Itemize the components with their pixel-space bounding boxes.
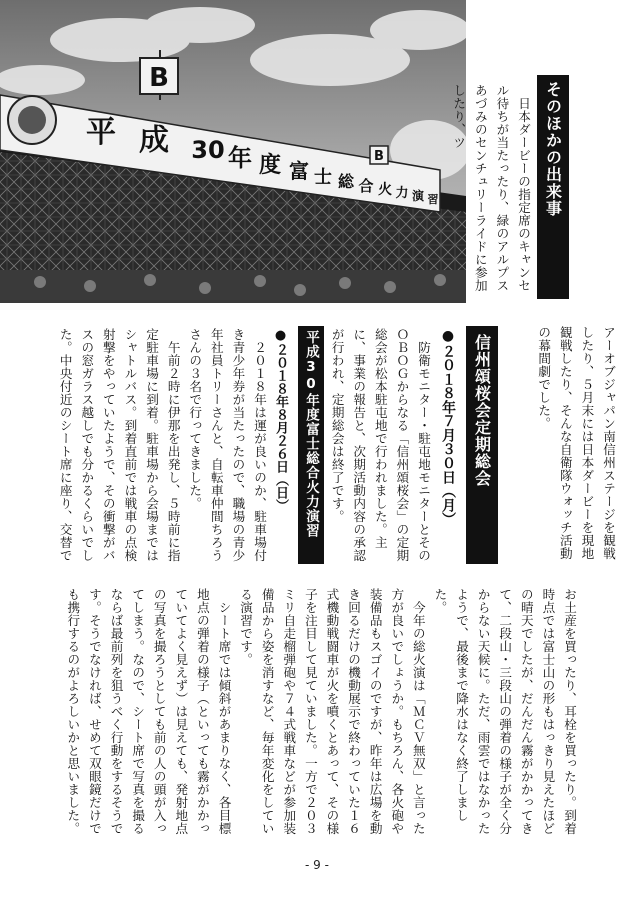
photo-fuji-firepower-stands (0, 0, 466, 303)
section-heading-other-events: そのほかの出来事 (537, 75, 569, 299)
section-heading-shinshu-meeting: 信州頌桜会定期総会 (466, 326, 498, 564)
meeting-date: ●２０１８年７月３０日（月） (440, 328, 456, 526)
fuji-text-top: ２０１８年は運が良いのか、駐車場付き青少年券が当たったので、職場の青少年社員トリーさんと、自転車仲間ちろうさんの３名で行ってきました。 午前２時に伊那を出発し、５時前に指定駐車場に到着。駐車場から会場まではシャトルバス。到着直前では戦車の点検射撃をやっていたようで、その衝撃がバスの窓ガラス越しでも分かるくらいでした。中央付近のシート席に座り、交替で (57, 328, 267, 562)
banner-char-11: 力 (395, 186, 409, 201)
other-events-text-cont: アーオブジャパン南信州ステージを観戦したり、５月末には日本ダービーを現地観戦したり、そんな自衛隊ウォッチ活動の幕間劇でした。 (536, 326, 616, 560)
banner-char-13: 習 (427, 193, 439, 206)
banner-char-8: 総 (337, 172, 355, 191)
other-events-intro: 日本ダービーの指定席のキャンセル待ちが当たったり、緑のアルプスあづみのセンチュリーライドに参加したり、ツ (451, 84, 531, 292)
meeting-text: 防衛モニター・駐屯地モニターとそのＯＢＯＧからなる「信州頌桜会」の定期総会が松本駐屯地で行われました。主に、事業の報告と、次期活動内容の承認が行われ、定期総会は終了です。 (329, 328, 431, 562)
fuji-text-bottom: お土産を買ったり、耳栓を買ったり。到着時点では富士山の形もはっきり見えたほどの晴天でしたが、だんだん霧がかかってきて、二段山・三段山の弾着の様子が全く分からない天候に。ただ、雨雲ではなかったようで、最後まで降水はなく終了しました。 今年の総火演は「ＭＣＶ無双」と言った方が良いでしょうか。もちろん、各火砲や装備品もスゴイのですが、昨年は広場を動き回るだけの機動展示で終わっていた１６式機動戦闘車が火を噴くとあって、その様子を注目して見ていました。一方で２０３ミリ自走榴弾砲や７４式戦車などが参加装備品から姿を消すなど、毎年変化をしている演習です。 シート席では傾斜があまりなく、各目標地点の弾着の様子（といっても霧がかかっていてよく見えず）は見えても、発射地点の写真を撮ろうとしても前の人の頭が入ってしまう。なので、シート席で写真を撮るならば最前列を狙うべく行動をするそうです。そうでなければ、せめて双眼鏡だけでも携行するのがよろしいかと思いました。 (65, 588, 577, 835)
banner-char-2: 成 (139, 123, 169, 158)
banner-char-1: 平 (86, 115, 116, 150)
banner-char-9: 合 (358, 177, 374, 195)
svg-text:B: B (149, 63, 169, 93)
banner-char-10: 火 (378, 182, 392, 198)
jgsdf-emblem (8, 96, 56, 144)
section-heading-fuji-firepower: 平成30年度富士総合火力演習 (298, 326, 324, 564)
banner-char-7: 士 (314, 167, 332, 188)
banner-char-6: 富 (289, 159, 309, 183)
grandstand-photo (0, 0, 466, 303)
banner-char-5: 度 (258, 153, 282, 178)
banner-char-3: 30 (191, 136, 225, 164)
banner-char-12: 演 (411, 189, 425, 203)
svg-text:B: B (374, 149, 384, 164)
fuji-date: ●２０１８年８月２６日（日） (273, 328, 288, 512)
page-number: - 9 - (305, 858, 329, 872)
banner-char-4: 年 (228, 144, 252, 172)
